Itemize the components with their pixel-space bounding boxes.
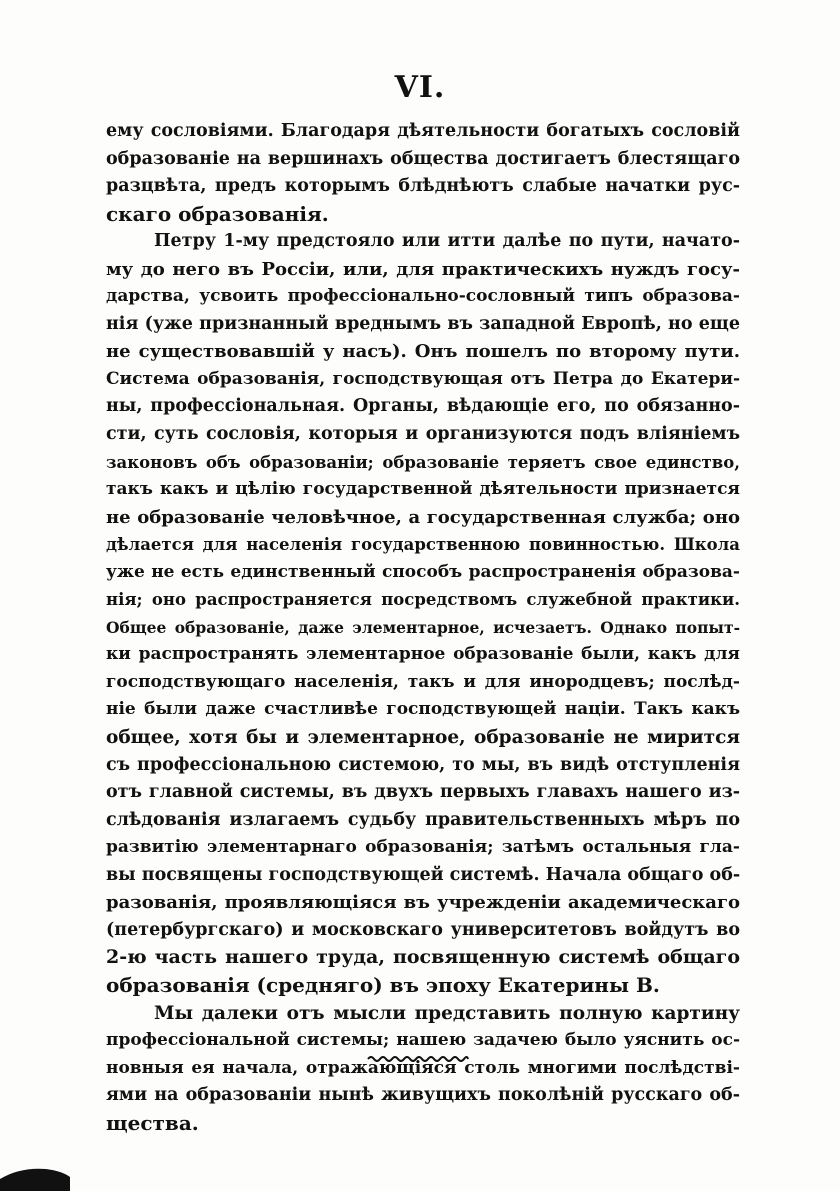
- text-line: уже не есть единственный способъ распространенія образова-: [106, 561, 740, 582]
- text-line: ки распространять элементарное образованіе были, какъ для: [106, 644, 740, 665]
- text-line: слѣдованія излагаемъ судьбу правительственныхъ мѣръ по: [106, 809, 740, 830]
- text-line: разцвѣта, предъ которымъ блѣднѣютъ слабые начатки рус-: [106, 176, 740, 197]
- text-line: не существовавшій у насъ). Онъ пошелъ по второму пути.: [106, 341, 740, 363]
- text-line: дарства, усвоить профессіонально-сословный типъ образова-: [106, 286, 740, 307]
- text-line: ему сословіями. Благодаря дѣятельности богатыхъ сословій: [106, 121, 740, 141]
- text-line: Петру 1-му предстояло или итти далѣе по пути, начато-: [154, 231, 740, 252]
- text-line: новныя ея начала, отражающіяся столь многими послѣдстві-: [106, 1057, 740, 1078]
- text-line: дѣлается для населенія государственною повинностью. Школа: [106, 535, 740, 555]
- text-line: ями на образованіи нынѣ живущихъ поколѣній русскаго об-: [106, 1085, 740, 1106]
- text-line: Система образованія, господствующая отъ Петра до Екатери-: [106, 368, 740, 389]
- text-line: отъ главной системы, въ двухъ первыхъ главахъ нашего из-: [106, 782, 740, 803]
- body-text: [106, 118, 740, 1137]
- text-line: ніе были даже счастливѣе господствующей націи. Такъ какъ: [106, 699, 740, 720]
- text-line: разованія, проявляющіяся въ учрежденіи академическаго: [106, 892, 740, 914]
- text-line: 2-ю часть нашего труда, посвященную системѣ общаго: [106, 946, 740, 969]
- text-line: господствующаго населенія, такъ и для инородцевъ; послѣд-: [106, 671, 740, 692]
- text-line: вы посвящены господствующей системѣ. Начала общаго об-: [106, 864, 740, 885]
- text-line: образованіе на вершинахъ общества достигаетъ блестящаго: [106, 148, 740, 169]
- text-line: сти, суть сословія, которыя и организуются подъ вліяніемъ: [106, 424, 740, 445]
- scan-edge-mark: [0, 1163, 70, 1191]
- text-line: общее, хотя бы и элементарное, образованіе не мирится: [106, 727, 740, 749]
- text-line: нія; оно распространяется посредствомъ служебной практики.: [106, 590, 740, 610]
- end-ornament: [366, 1054, 470, 1064]
- text-line: му до него въ Россіи, или, для практическихъ нуждъ госу-: [106, 258, 740, 280]
- text-line: щества.: [106, 1110, 199, 1135]
- text-line: профессіональной системы; нашею задачею было уяснить ос-: [106, 1030, 740, 1051]
- text-line: Общее образованіе, даже элементарное, исчезаетъ. Однако попыт-: [106, 617, 740, 637]
- text-line: ны, профессіональная. Органы, вѣдающіе его, по обязанно-: [106, 396, 740, 417]
- text-line: образованія (средняго) въ эпоху Екатерины В.: [106, 972, 660, 997]
- text-line: съ профессіональною системою, то мы, въ видѣ отступленія: [106, 754, 740, 775]
- text-line: скаго образованія.: [106, 201, 329, 226]
- text-line: нія (уже признанный вреднымъ въ западной Европѣ, но еще: [106, 313, 740, 334]
- text-line: такъ какъ и цѣлію государственной дѣятельности признается: [106, 479, 740, 500]
- text-line: законовъ объ образованіи; образованіе теряетъ свое единство,: [106, 452, 740, 472]
- text-line: не образованіе человѣчное, а государственная служба; оно: [106, 506, 740, 528]
- text-line: Мы далеки отъ мысли представить полную картину: [154, 1002, 740, 1024]
- page-number: VI.: [394, 70, 446, 105]
- text-line: развитію элементарнаго образованія; затѣмъ остальныя гла-: [106, 837, 740, 858]
- text-line: (петербургскаго) и московскаго университетовъ войдутъ во: [106, 919, 740, 940]
